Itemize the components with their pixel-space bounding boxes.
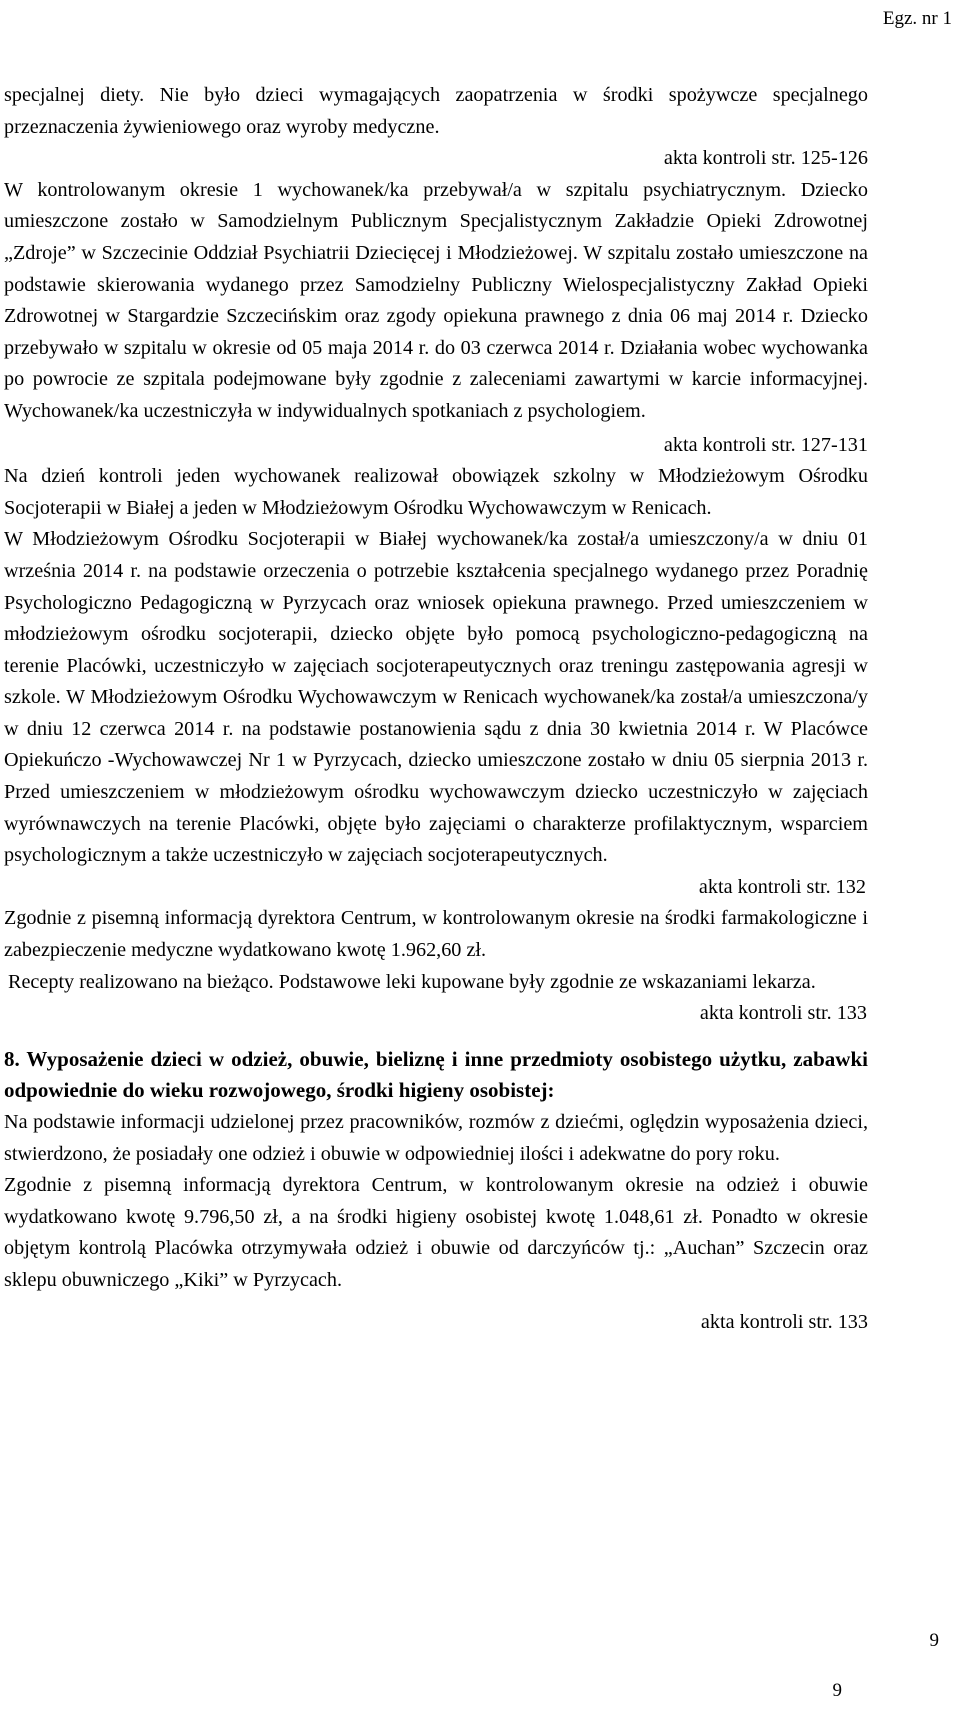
section-heading-8: 8. Wyposażenie dzieci w odzież, obuwie, bieliznę i inne przedmioty osobistego użytku, zabawki odpowiednie do wieku rozwojowego, środki higieny osobistej: (4, 1046, 868, 1103)
paragraph-school-obligation: Na dzień kontroli jeden wychowanek realizował obowiązek szkolny w Młodzieżowym Ośrodku Socjoterapii w Białej a jeden w Młodzieżowym Ośrodku Wychowawczym w Renicach. (4, 465, 868, 519)
paragraph-diet: specjalnej diety. Nie było dzieci wymagających zaopatrzenia w środki spożywcze specjalnego przeznaczenia żywieniowego oraz wyroby medyczne. (4, 84, 868, 138)
copy-number-label: Egz. nr 1 (882, 8, 952, 29)
paragraph-pharma-spending: Zgodnie z pisemną informacją dyrektora Centrum, w kontrolowanym okresie na środki farmakologiczne i zabezpieczenie medyczne wydatkowano kwotę 1.962,60 zł. (4, 907, 868, 962)
paragraph-socjoterapia: W Młodzieżowym Ośrodku Socjoterapii w Białej wychowanek/ka został/a umieszczony/a w dniu 01 września 2014 r. na podstawie orzeczenia o potrzebie kształcenia specjalnego wydanego przez Poradnię Psychologiczno Pedagogiczną w Pyrzycach oraz wniosek opiekuna prawnego. Przed umieszczeniem w młodzieżowym ośrodku socjoterapii, dziecko objęte było pomocą psychologiczno-pedagogiczną na terenie Placówki, uczestniczyło w zajęciach socjoterapeutycznych oraz treningu zastępowania agresji w szkole. W Młodzieżowym Ośrodku Wychowawczym w Renicach wychowanek/ka został/a umieszczona/y w dniu 12 czerwca 2014 r. na podstawie postanowienia sądu z dnia 30 kwietnia 2014 r. W Placówce Opiekuńczo -Wychowawczej Nr 1 w Pyrzycach, dziecko umieszczone zostało w dniu 05 sierpnia 2013 r. Przed umieszczeniem w młodzieżowym ośrodku wychowawczym dziecko uczestniczyło w zajęciach wyrównawczych na terenie Placówki, objęte było zajęciami o charakterze profilaktycznym, wsparciem psychologicznym a także uczestniczyło w zajęciach socjoterapeutycznych. (4, 528, 868, 867)
reference-132: akta kontroli str. 132 (698, 875, 866, 898)
paragraph-hospital: W kontrolowanym okresie 1 wychowanek/ka przebywał/a w szpitalu psychiatrycznym. Dziecko umieszczone zostało w Samodzielnym Publicznym Specjalistycznym Zakładzie Opieki Zdrowotnej „Zdroje” w Szczecinie Oddział Psychiatrii Dziecięcej i Młodzieżowej. W szpitalu zostało umieszczone na podstawie skierowania wydanego przez Samodzielny Publiczny Wielospecjalistyczny Zakład Opieki Zdrowotnej w Stargardzie Szczecińskim oraz zgody opiekuna prawnego z dnia 06 maj 2014 r. Dziecko przebywało w szpitalu w okresie od 05 maja 2014 r. do 03 czerwca 2014 r. Działania wobec wychowanka po powrocie ze szpitala podejmowane były zgodnie z zaleceniami zawartymi w karcie informacyjnej. Wychowanek/ka uczestniczyła w indywidualnych spotkaniach z psychologiem. (4, 178, 868, 422)
reference-133-first: akta kontroli str. 133 (699, 1002, 867, 1025)
reference-133-second: akta kontroli str. 133 (700, 1310, 868, 1333)
paragraph-equipment: Na podstawie informacji udzielonej przez pracowników, rozmów z dziećmi, oględzin wyposażenia dzieci, stwierdzono, że posiadały one odzież i obuwie w odpowiedniej ilości i adekwatne do pory roku. (4, 1111, 868, 1165)
paragraph-prescriptions: Recepty realizowano na bieżąco. Podstawowe leki kupowane były zgodnie ze wskazaniami lekarza. (8, 970, 816, 993)
page-body (4, 80, 868, 1338)
reference-125-126: akta kontroli str. 125-126 (663, 147, 868, 170)
footer-number: 9 (832, 1680, 842, 1701)
page-number: 9 (929, 1630, 939, 1651)
reference-127-131: akta kontroli str. 127-131 (663, 433, 868, 456)
paragraph-clothing-spending: Zgodnie z pisemną informacją dyrektora Centrum, w kontrolowanym okresie na odzież i obuwie wydatkowano kwotę 9.796,50 zł, a na środki higieny osobistej kwotę 1.048,61 zł. Ponadto w okresie objętym kontrolą Placówka otrzymywała odzież i obuwie od darczyńców tj.: „Auchan” Szczecin oraz sklepu obuwniczego „Kiki” w Pyrzycach. (4, 1174, 868, 1291)
